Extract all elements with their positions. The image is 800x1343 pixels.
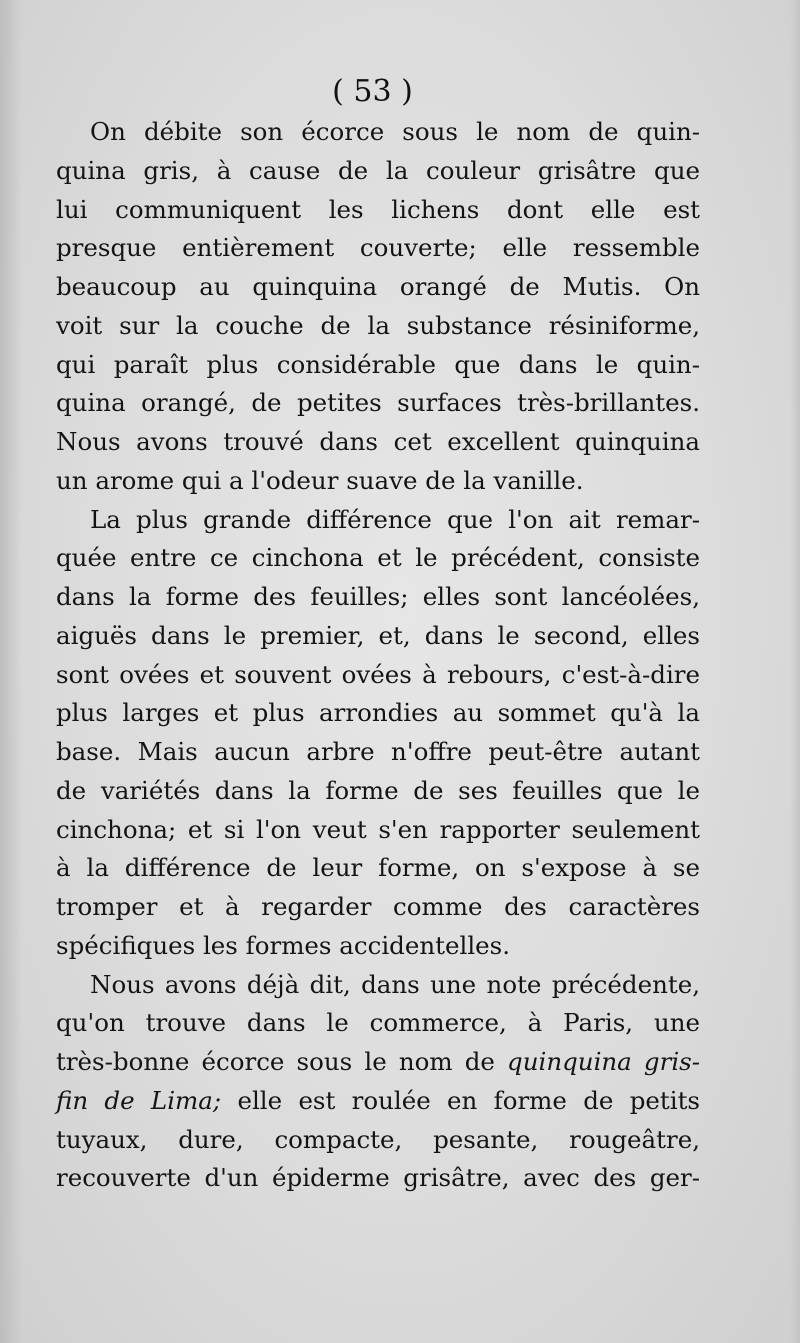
text-line: qui paraît plus considérable que dans le quin- bbox=[56, 349, 700, 379]
text-line: dans la forme des feuilles; elles sont lancéolées, bbox=[56, 582, 700, 611]
text-line: quina orangé, de petites surfaces très-brillantes. bbox=[56, 388, 700, 418]
text-fragment: très-bonne écorce sous le nom de bbox=[56, 1047, 508, 1076]
body-text bbox=[56, 113, 700, 1198]
text-line: base. Mais aucun arbre n'offre peut-être autant bbox=[56, 737, 700, 766]
text-line bbox=[56, 1043, 700, 1082]
text-line: un arome qui a l'odeur suave de la vanille. bbox=[56, 465, 584, 495]
text-line: tromper et à regarder comme des caractères bbox=[56, 892, 700, 921]
text-line bbox=[56, 1082, 700, 1121]
italic-term: quinquina gris- bbox=[507, 1047, 701, 1076]
text-line: tuyaux, dure, compacte, pesante, rougeâtre, bbox=[56, 1124, 700, 1154]
text-line: voit sur la couche de la substance résiniforme, bbox=[56, 310, 700, 340]
text-line: quina gris, à cause de la couleur grisâtre que bbox=[56, 155, 700, 185]
italic-term: fin de Lima; bbox=[56, 1085, 222, 1115]
text-line: cinchona; et si l'on veut s'en rapporter seulement bbox=[56, 814, 700, 844]
text-line: à la différence de leur forme, on s'expose à se bbox=[56, 853, 700, 883]
text-line: de variétés dans la forme de ses feuilles que le bbox=[56, 775, 700, 805]
text-line: plus larges et plus arrondies au sommet qu'à la bbox=[56, 698, 700, 728]
text-line: lui communiquent les lichens dont elle est bbox=[56, 194, 700, 224]
page-number: ( 53 ) bbox=[332, 74, 413, 109]
text-line: sont ovées et souvent ovées à rebours, c'est-à-dire bbox=[56, 659, 700, 689]
text-line: beaucoup au quinquina orangé de Mutis. On bbox=[56, 272, 700, 301]
text-line: spécifiques les formes accidentelles. bbox=[56, 930, 511, 960]
text-line: La plus grande différence que l'on ait remar- bbox=[90, 504, 700, 534]
text-fragment: elle est roulée en forme de petits bbox=[221, 1085, 701, 1115]
text-line: On débite son écorce sous le nom de quin- bbox=[90, 117, 700, 146]
text-line: aiguës dans le premier, et, dans le second, elles bbox=[56, 620, 700, 650]
text-line: Nous avons trouvé dans cet excellent quinquina bbox=[56, 427, 700, 456]
text-line: presque entièrement couverte; elle ressemble bbox=[56, 233, 700, 263]
text-line: Nous avons déjà dit, dans une note précédente, bbox=[90, 969, 700, 999]
text-line: quée entre ce cinchona et le précédent, consiste bbox=[56, 543, 700, 573]
text-line: qu'on trouve dans le commerce, à Paris, une bbox=[56, 1008, 700, 1038]
text-line: recouverte d'un épiderme grisâtre, avec des ger- bbox=[56, 1163, 700, 1193]
